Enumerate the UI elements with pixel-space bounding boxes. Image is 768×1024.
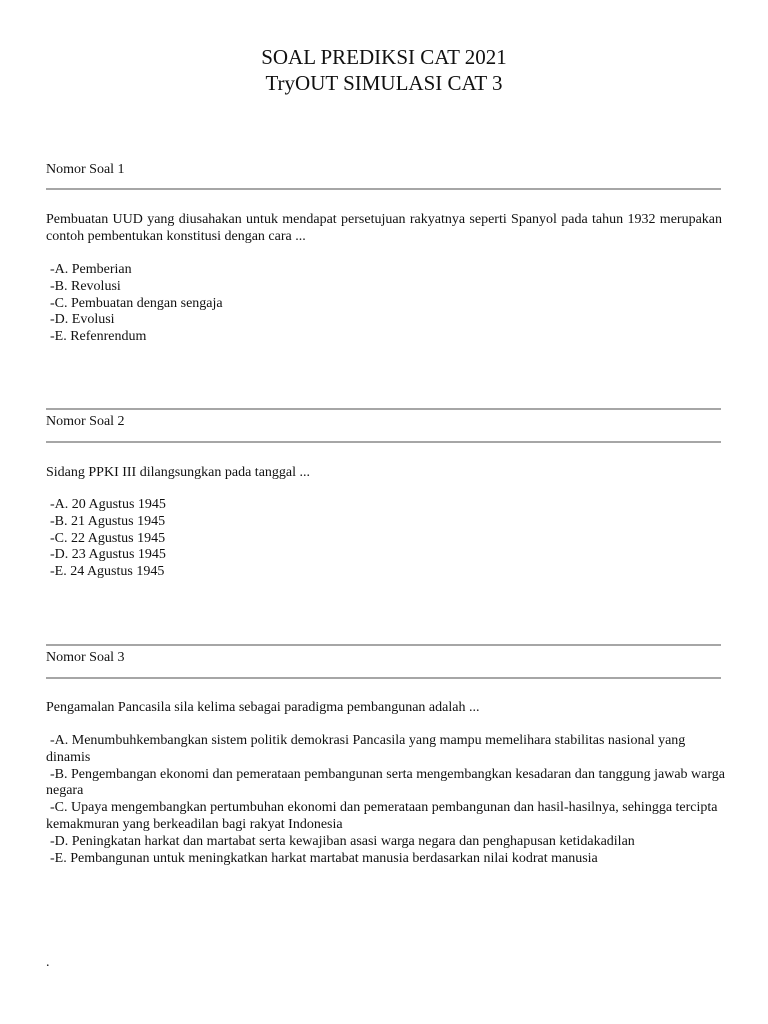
question-2-option-a: -A. 20 Agustus 1945 xyxy=(50,497,166,512)
question-1-label: Nomor Soal 1 xyxy=(46,162,125,177)
question-1-options xyxy=(46,262,726,346)
question-2-divider xyxy=(46,441,721,443)
question-2-option-e: -E. 24 Agustus 1945 xyxy=(50,564,165,580)
question-1-text: Pembuatan UUD yang diusahakan untuk mendapat persetujuan rakyatnya seperti Spanyol pada tahun 1932 merupakan contoh pembentukan konstitusi dengan cara ... xyxy=(46,212,722,244)
question-1-option-e: -E. Refenrendum xyxy=(50,329,147,345)
question-1-divider xyxy=(46,188,721,190)
question-2-option-b: -B. 21 Agustus 1945 xyxy=(50,513,166,529)
question-1-option-d: -D. Evolusi xyxy=(50,312,115,328)
question-3-option-b: -B. Pengembangan ekonomi dan pemerataan pembangunan serta mengembangkan kesadaran dan tanggung jawab warga negara xyxy=(46,766,726,799)
question-3-option-d: -D. Peningkatan harkat dan martabat serta kewajiban asasi warga negara dan penghapusan ketidakadilan xyxy=(50,833,635,849)
question-2-options xyxy=(46,497,726,581)
question-2-text: Sidang PPKI III dilangsungkan pada tanggal ... xyxy=(46,465,311,480)
document-title: SOAL PREDIKSI CAT 2021 xyxy=(261,45,507,69)
question-1-option-b: -B. Revolusi xyxy=(50,278,121,294)
question-2-label: Nomor Soal 2 xyxy=(46,414,125,429)
question-2-option-d: -D. 23 Agustus 1945 xyxy=(50,547,166,563)
question-3-options xyxy=(46,733,726,867)
question-1-option-c: -C. Pembuatan dengan sengaja xyxy=(50,295,223,311)
document-subtitle: TryOUT SIMULASI CAT 3 xyxy=(265,71,503,95)
question-3-option-a: -A. Menumbuhkembangkan sistem politik demokrasi Pancasila yang mampu memelihara stabilitas nasional yang dinamis xyxy=(46,733,686,765)
question-3-top-divider xyxy=(46,644,721,646)
question-3-text: Pengamalan Pancasila sila kelima sebagai paradigma pembangunan adalah ... xyxy=(46,700,480,715)
question-3-option-e: -E. Pembangunan untuk meningkatkan harkat martabat manusia berdasarkan nilai kodrat manusia xyxy=(50,850,598,866)
question-3-divider xyxy=(46,677,721,679)
question-2-top-divider xyxy=(46,408,721,410)
question-3-label: Nomor Soal 3 xyxy=(46,650,125,665)
footer-mark: . xyxy=(46,955,50,970)
question-3-option-c: -C. Upaya mengembangkan pertumbuhan ekonomi dan pemerataan pembangunan dan hasil-hasilnya, sehingga tercipta kemakmuran yang berkeadilan bagi rakyat Indonesia xyxy=(46,800,718,832)
question-1-option-a: -A. Pemberian xyxy=(50,262,132,277)
document-header xyxy=(0,44,768,96)
question-2-option-c: -C. 22 Agustus 1945 xyxy=(50,530,166,546)
